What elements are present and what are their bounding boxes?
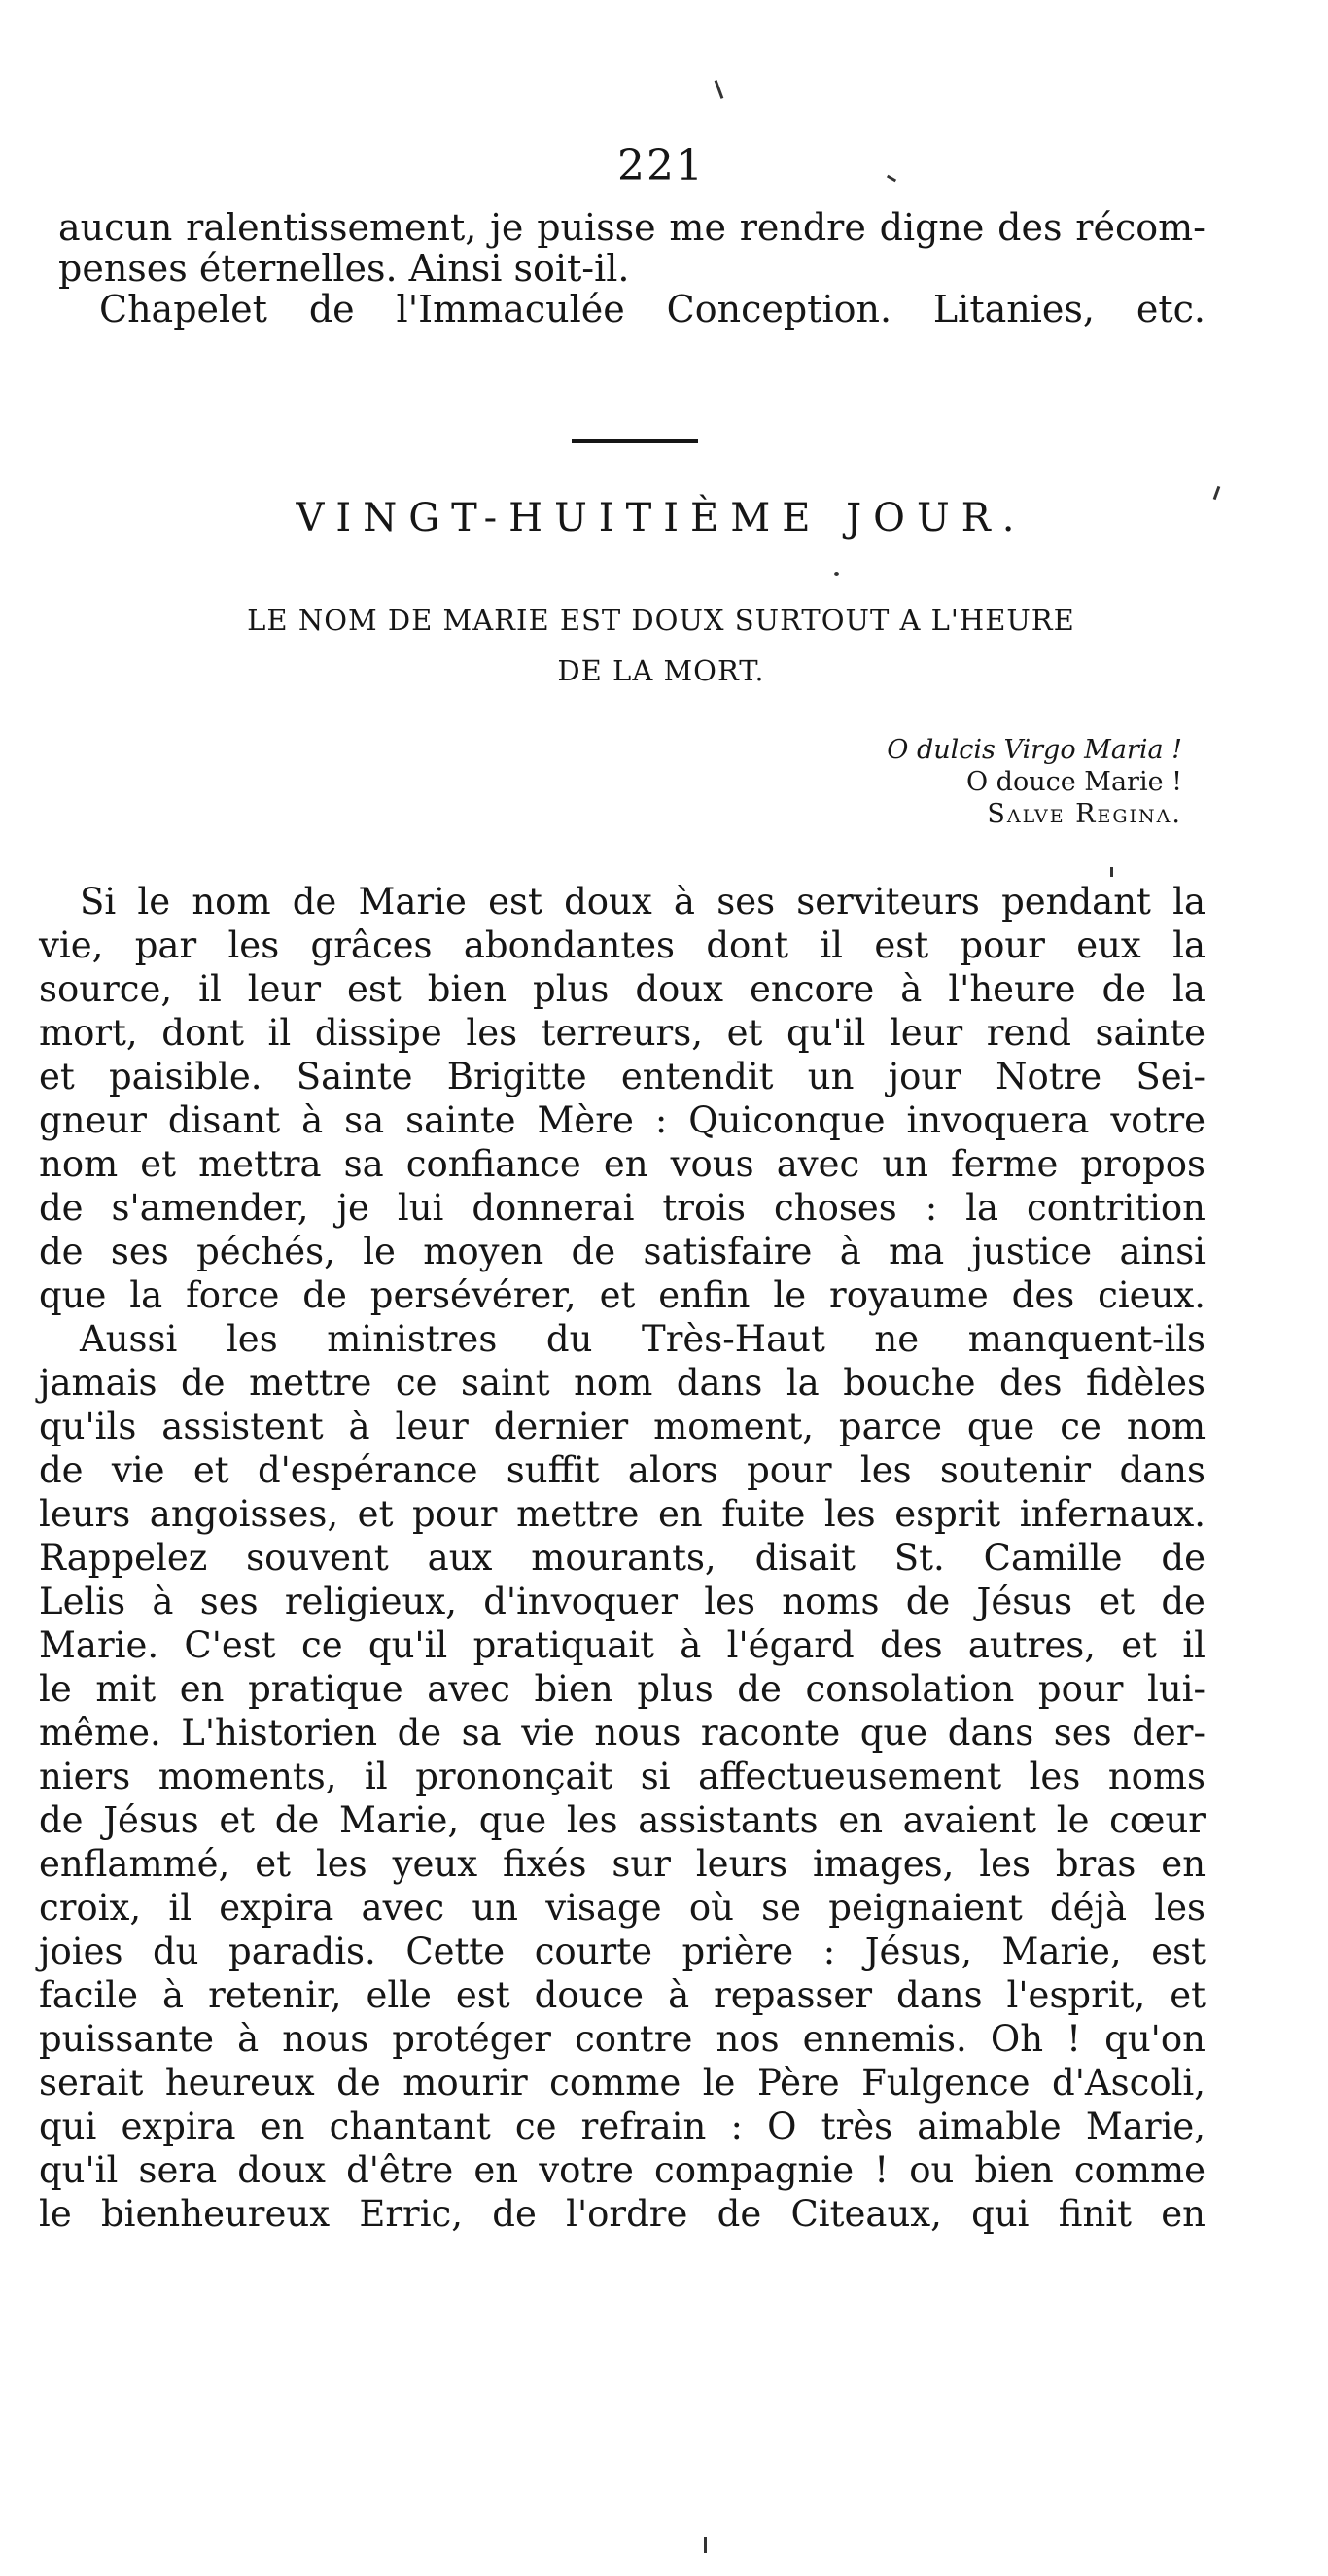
body-line: niers moments, il prononçait si affectueusement les noms xyxy=(39,1756,1206,1797)
body-line: joies du paradis. Cette courte prière : Jésus, Marie, est xyxy=(39,1931,1206,1972)
body-line: le mit en pratique avec bien plus de consolation pour lui- xyxy=(39,1668,1206,1710)
print-speck xyxy=(1110,867,1113,877)
body-line: nom et mettra sa confiance en vous avec un ferme propos xyxy=(39,1143,1206,1185)
body-line: qu'il sera doux d'être en votre compagnie ! ou bien comme xyxy=(39,2149,1206,2191)
body-line: Marie. C'est ce qu'il pratiquait à l'égard des autres, et il xyxy=(39,1624,1206,1666)
body-line: serait heureux de mourir comme le Père Fulgence d'Ascoli, xyxy=(39,2062,1206,2104)
epigraph-source: Salve Regina. xyxy=(987,799,1182,829)
body-line: puissante à nous protéger contre nos ennemis. Oh ! qu'on xyxy=(39,2018,1206,2060)
body-line: vie, par les grâces abondantes dont il est pour eux la xyxy=(39,924,1206,966)
epigraph-latin: O dulcis Virgo Maria ! xyxy=(887,735,1182,765)
body-line: Aussi les ministres du Très-Haut ne manquent-ils xyxy=(80,1318,1206,1360)
body-line: de Jésus et de Marie, que les assistants en avaient le cœur xyxy=(39,1799,1206,1841)
body-line: source, il leur est bien plus doux encore à l'heure de la xyxy=(39,968,1206,1010)
section-divider xyxy=(572,439,698,443)
print-speck xyxy=(715,80,724,99)
body-line: Rappelez souvent aux mourants, disait St. Camille de xyxy=(39,1537,1206,1579)
body-line: mort, dont il dissipe les terreurs, et qu'il leur rend sainte xyxy=(39,1012,1206,1054)
body-line: enflammé, et les yeux fixés sur leurs images, les bras en xyxy=(39,1843,1206,1885)
text-line: aucun ralentissement, je puisse me rendre digne des récom- xyxy=(58,206,1206,249)
subtitle-line: DE LA MORT. xyxy=(557,654,765,687)
body-line: croix, il expira avec un visage où se peignaient déjà les xyxy=(39,1887,1206,1929)
body-line: Lelis à ses religieux, d'invoquer les noms de Jésus et de xyxy=(39,1581,1206,1622)
body-line: même. L'historien de sa vie nous raconte que dans ses der- xyxy=(39,1712,1206,1754)
body-line: le bienheureux Erric, de l'ordre de Citeaux, qui finit en xyxy=(39,2193,1206,2235)
print-speck xyxy=(834,572,839,576)
page-number: 221 xyxy=(617,141,705,191)
body-line: facile à retenir, elle est douce à repasser dans l'esprit, et xyxy=(39,1974,1206,2016)
body-line: Si le nom de Marie est doux à ses serviteurs pendant la xyxy=(80,881,1206,922)
body-line: gneur disant à sa sainte Mère : Quiconque invoquera votre xyxy=(39,1099,1206,1141)
body-line: de s'amender, je lui donnerai trois choses : la contrition xyxy=(39,1187,1206,1229)
print-speck xyxy=(704,2537,707,2553)
body-line: de vie et d'espérance suffit alors pour les soutenir dans xyxy=(39,1449,1206,1491)
chapter-title: VINGT-HUITIÈME JOUR. xyxy=(296,496,1027,540)
body-line: qu'ils assistent à leur dernier moment, parce que ce nom xyxy=(39,1406,1206,1447)
body-line: qui expira en chantant ce refrain : O très aimable Marie, xyxy=(39,2106,1206,2147)
body-line: leurs angoisses, et pour mettre en fuite les esprit infernaux. xyxy=(39,1493,1206,1535)
body-line: de ses péchés, le moyen de satisfaire à ma justice ainsi xyxy=(39,1231,1206,1272)
body-line: que la force de persévérer, et enfin le royaume des cieux. xyxy=(39,1274,1206,1316)
subtitle-line: LE NOM DE MARIE EST DOUX SURTOUT A L'HEURE xyxy=(247,604,1075,637)
body-text xyxy=(39,880,1206,2236)
body-line: jamais de mettre ce saint nom dans la bouche des fidèles xyxy=(39,1362,1206,1404)
epigraph xyxy=(719,734,1182,830)
previous-chapter-ending xyxy=(58,207,1206,330)
text-line: Chapelet de l'Immaculée Conception. Litanies, etc. xyxy=(99,288,1206,331)
text-line: penses éternelles. Ainsi soit-il. xyxy=(58,247,630,290)
chapter-subtitle xyxy=(117,595,1206,696)
body-line: et paisible. Sainte Brigitte entendit un jour Notre Sei- xyxy=(39,1056,1206,1097)
epigraph-french: O douce Marie ! xyxy=(965,767,1182,797)
print-speck xyxy=(887,175,896,183)
